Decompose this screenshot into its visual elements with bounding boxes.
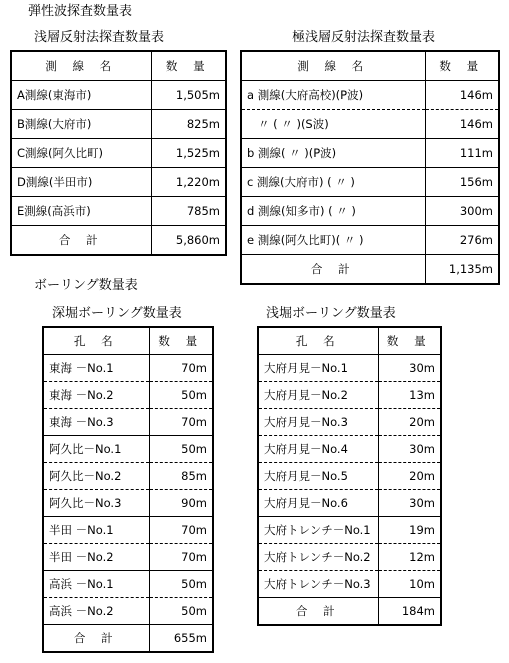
- total-row: [241, 255, 499, 285]
- table-row: [43, 544, 213, 571]
- table-row: [241, 197, 499, 226]
- hole-name: 大府月見－No.2: [258, 382, 378, 409]
- table-row: [258, 490, 441, 517]
- shallow-boring-title: 浅堀ボーリング数量表: [266, 306, 396, 321]
- quantity: 276m: [425, 226, 499, 255]
- total-row: [43, 625, 213, 653]
- quantity: 1,505m: [175, 88, 220, 102]
- quantity: 19m: [378, 517, 441, 544]
- header-quantity: 数 量: [378, 327, 441, 355]
- line-name: e 測線(阿久比町)( 〃 ): [241, 226, 425, 255]
- line-name: 〃 ( 〃 )(S波): [241, 110, 425, 139]
- hole-name: 大府月見－No.5: [258, 463, 378, 490]
- hole-name: 大府月見－No.6: [258, 490, 378, 517]
- header-quantity: 数 量: [151, 51, 226, 81]
- total-value: 5,860m: [151, 226, 226, 256]
- total-label: 合 計: [11, 226, 151, 256]
- quantity: 50m: [149, 571, 213, 598]
- total-value: 655m: [149, 625, 213, 653]
- shallow-reflection-table: [10, 50, 227, 256]
- boring-title: ボーリング数量表: [34, 278, 138, 293]
- very-shallow-reflection-title: 極浅層反射法探査数量表: [292, 30, 436, 45]
- hole-name: 半田 －No.1: [43, 517, 149, 544]
- table-row: [43, 409, 213, 436]
- table-row: [43, 463, 213, 490]
- total-label: 合 計: [241, 255, 425, 285]
- table-row: [258, 463, 441, 490]
- quantity: 20m: [378, 463, 441, 490]
- line-name: d 測線(知多市) ( 〃 ): [241, 197, 425, 226]
- table-row: [11, 197, 226, 226]
- table-row: [43, 355, 213, 382]
- header-quantity: 数 量: [425, 51, 499, 81]
- hole-name: 大府月見－No.4: [258, 436, 378, 463]
- line-name: D測線(半田市): [11, 168, 151, 197]
- shallow-boring-table: [257, 326, 442, 626]
- table-row: [241, 226, 499, 255]
- quantity: 785m: [151, 197, 226, 226]
- quantity: 30m: [378, 436, 441, 463]
- table-row: [241, 168, 499, 197]
- table-row: [258, 544, 441, 571]
- quantity: 30m: [378, 490, 441, 517]
- hole-name: 東海 －No.1: [43, 355, 149, 382]
- line-name: A測線(東海市): [11, 81, 151, 110]
- table-row: [43, 382, 213, 409]
- table-row: [11, 168, 226, 197]
- table-row: [43, 517, 213, 544]
- quantity: 50m: [149, 382, 213, 409]
- table-header-row: [43, 327, 213, 355]
- total-label: 合 計: [43, 625, 149, 653]
- quantity: 50m: [149, 598, 213, 625]
- total-row: [11, 226, 226, 256]
- hole-name: 大府トレンチ－No.3: [258, 571, 378, 598]
- line-name: B測線(大府市): [11, 110, 151, 139]
- table-row: [241, 81, 499, 110]
- quantity: 30m: [409, 361, 435, 375]
- table-row: [43, 490, 213, 517]
- very-shallow-reflection-table: [240, 50, 500, 285]
- table-row: [11, 81, 226, 110]
- hole-name: 高浜 －No.2: [43, 598, 149, 625]
- quantity: 70m: [149, 517, 213, 544]
- line-name: b 測線( 〃 )(P波): [241, 139, 425, 168]
- shallow-reflection-title: 浅層反射法探査数量表: [34, 30, 165, 45]
- quantity: 20m: [378, 409, 441, 436]
- header-hole-name: 孔 名: [43, 327, 149, 355]
- hole-name: 大府トレンチ－No.1: [258, 517, 378, 544]
- hole-name: 東海 －No.3: [43, 409, 149, 436]
- total-row: [258, 598, 441, 626]
- deep-boring-title: 深堀ボーリング数量表: [52, 306, 182, 321]
- quantity: 300m: [425, 197, 499, 226]
- header-quantity: 数 量: [149, 327, 213, 355]
- quantity: 70m: [181, 361, 207, 375]
- hole-name: 大府トレンチ－No.2: [258, 544, 378, 571]
- hole-name: 阿久比－No.2: [43, 463, 149, 490]
- quantity: 12m: [378, 544, 441, 571]
- hole-name: 阿久比－No.1: [43, 436, 149, 463]
- quantity: 1,525m: [151, 139, 226, 168]
- total-label: 合 計: [258, 598, 378, 626]
- header-line-name: 測 線 名: [11, 51, 151, 81]
- table-header-row: [241, 51, 499, 81]
- table-row: [258, 355, 441, 382]
- hole-name: 阿久比－No.3: [43, 490, 149, 517]
- table-row: [258, 382, 441, 409]
- header-hole-name: 孔 名: [258, 327, 378, 355]
- line-name: E測線(高浜市): [11, 197, 151, 226]
- hole-name: 大府月見－No.1: [258, 355, 378, 382]
- table-row: [258, 517, 441, 544]
- table-row: [258, 409, 441, 436]
- quantity: 90m: [149, 490, 213, 517]
- table-row: [11, 139, 226, 168]
- table-header-row: [258, 327, 441, 355]
- quantity: 13m: [378, 382, 441, 409]
- quantity: 50m: [149, 436, 213, 463]
- table-header-row: [11, 51, 226, 81]
- table-row: [258, 571, 441, 598]
- table-row: [11, 110, 226, 139]
- quantity: 1,220m: [151, 168, 226, 197]
- line-name: C測線(阿久比町): [11, 139, 151, 168]
- table-row: [43, 598, 213, 625]
- quantity: 70m: [149, 544, 213, 571]
- quantity: 111m: [425, 139, 499, 168]
- quantity: 825m: [151, 110, 226, 139]
- quantity: 10m: [378, 571, 441, 598]
- hole-name: 高浜 －No.1: [43, 571, 149, 598]
- quantity: 146m: [425, 110, 499, 139]
- quantity: 85m: [149, 463, 213, 490]
- line-name: c 測線(大府市) ( 〃 ): [241, 168, 425, 197]
- line-name: a 測線(大府高校)(P波): [241, 81, 425, 110]
- hole-name: 半田 －No.2: [43, 544, 149, 571]
- table-row: [43, 571, 213, 598]
- table-row: [43, 436, 213, 463]
- table-row: [258, 436, 441, 463]
- table-row: [241, 110, 499, 139]
- hole-name: 東海 －No.2: [43, 382, 149, 409]
- main-title: 弾性波探査数量表: [28, 4, 133, 19]
- deep-boring-table: [42, 326, 214, 653]
- hole-name: 大府月見－No.3: [258, 409, 378, 436]
- quantity: 70m: [149, 409, 213, 436]
- total-value: 184m: [378, 598, 441, 626]
- header-line-name: 測 線 名: [241, 51, 425, 81]
- quantity: 156m: [425, 168, 499, 197]
- quantity: 146m: [459, 88, 493, 102]
- table-row: [241, 139, 499, 168]
- total-value: 1,135m: [425, 255, 499, 285]
